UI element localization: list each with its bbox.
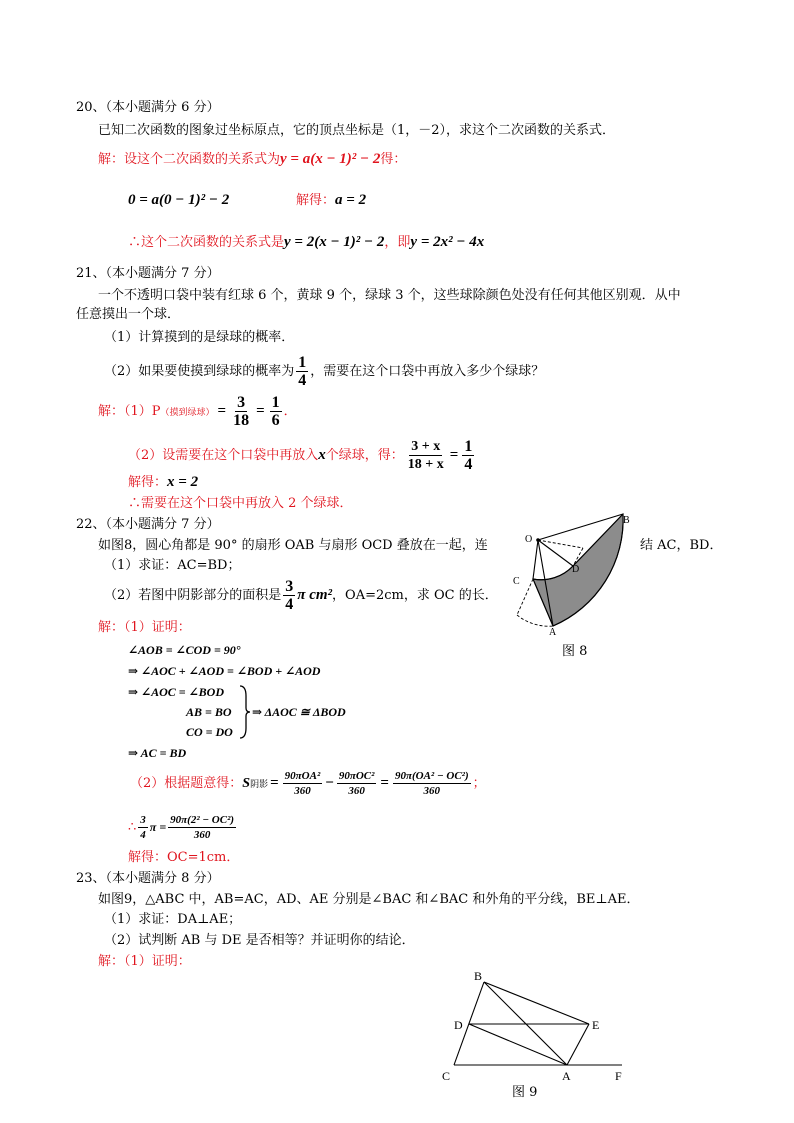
fig9-label-c: C xyxy=(442,1069,451,1083)
q21-part2 xyxy=(104,354,544,389)
q22-step4: AB = BO xyxy=(186,705,232,719)
q21-sol1-end: ． xyxy=(283,404,297,419)
figure-9 xyxy=(436,966,636,1088)
fig8-dashed-arc xyxy=(517,615,553,626)
q20-eq: 0 = a(0 − 1)² − 2 xyxy=(128,192,230,208)
fig8-line-od xyxy=(538,540,573,566)
q22-s-frac3-den: 360 xyxy=(423,785,441,797)
q21-sol1-eq2: = xyxy=(256,403,265,419)
q22-step2: ⇒ ∠AOC + ∠AOD = ∠BOD + ∠AOD xyxy=(128,664,321,678)
q20-sol-prefix: 解：设这个二次函数的关系式为 xyxy=(98,152,281,167)
q22-s-frac1-den: 360 xyxy=(294,785,311,797)
q21-solution1 xyxy=(98,394,297,429)
q22-part2-sol-prefix: （2）根据题意得： xyxy=(130,776,243,791)
fig8-line-oc xyxy=(533,540,538,579)
q22-step3: ⇒ ∠AOC = ∠BOD xyxy=(128,685,225,699)
fig9-label-d: D xyxy=(454,1018,463,1032)
fig9-label-a: A xyxy=(562,1069,571,1083)
q21-sol1-frac2-num: 1 xyxy=(271,394,280,411)
q22-s-frac1 xyxy=(283,769,323,798)
q21-part2-fraction xyxy=(296,354,308,389)
q23-part1: （1）求证：DA⊥AE； xyxy=(104,912,242,927)
q22-s-frac3 xyxy=(393,769,471,798)
q21-part2-suffix: ，需要在这个口袋中再放入多少个绿球？ xyxy=(310,364,545,379)
q21-part2-num: 1 xyxy=(298,354,307,371)
fig8-caption: 图 8 xyxy=(562,644,588,659)
q22-part2-solution xyxy=(130,766,486,802)
q22-t-mid: π = xyxy=(149,820,167,834)
q21-solve xyxy=(128,472,198,493)
q22-s-frac2-num: 90πOC² xyxy=(338,770,375,782)
q22-s-minus: − xyxy=(325,775,334,791)
q22-s-frac3-num: 90π(OA² − OC²) xyxy=(394,770,469,782)
q21-sol2-mid: 个绿球，得： xyxy=(325,448,404,463)
q21-sol1-frac1-den: 18 xyxy=(233,412,250,429)
q22-part1: （1）求证：AC=BD； xyxy=(104,558,241,573)
q21-sol1-eq: = xyxy=(217,403,227,419)
q22-brace xyxy=(238,684,252,740)
q23-problem: 如图9，△ABC 中，AB=AC，AD、AE 分别是∠BAC 和∠BAC 和外角的平分线，BE⊥AE． xyxy=(98,892,640,907)
q22-s-symbol: S xyxy=(242,776,251,791)
fig8-label-a: A xyxy=(549,627,557,638)
q21-sol2-eq: = xyxy=(449,447,459,463)
q22-step-concl: ⇒ ΔAOC ≅ ΔBOD xyxy=(252,705,346,719)
q22-t-frac2-den: 360 xyxy=(193,829,211,841)
q21-sol1-prefix: 解：（1）P xyxy=(98,404,161,419)
q21-part1: （1）计算摸到的是绿球的概率． xyxy=(104,330,295,345)
q21-sol1-frac1-num: 3 xyxy=(237,394,246,411)
q21-solve-label: 解得： xyxy=(128,475,168,490)
q21-sol2-frac2-num: 1 xyxy=(464,438,473,455)
q21-problem-line1: 一个不透明口袋中装有红球 6 个，黄球 9 个，绿球 3 个，这些球除颜色处没有任何其他区别观．从中 xyxy=(98,288,681,303)
q21-sol1-frac2 xyxy=(270,394,282,429)
q20-concl-prefix: ∴这个二次函数的关系式是 xyxy=(128,235,285,250)
q20-concl-mid: ，即 xyxy=(384,235,411,250)
fig8-label-c: C xyxy=(513,576,520,587)
fig8-dashed-od2 xyxy=(538,540,583,548)
q22-step1: ∠AOB = ∠COD = 90° xyxy=(128,643,241,657)
q22-sol-label: 解：（1）证明： xyxy=(98,620,191,635)
q21-problem-line2: 任意摸出一个球． xyxy=(76,307,181,322)
q22-part2-unit: π cm² xyxy=(297,587,333,603)
q21-sol1-sub: （摸到绿球） xyxy=(160,408,215,418)
q22-header: 22、（本小题满分 7 分） xyxy=(76,517,220,532)
q22-s-frac2 xyxy=(337,769,377,798)
q22-s-frac1-num: 90πOA² xyxy=(284,770,321,782)
q20-solve xyxy=(296,190,366,211)
q20-conclusion xyxy=(128,232,484,253)
q22-step5: CO = DO xyxy=(186,725,233,739)
q20-header: 20、（本小题满分 6 分） xyxy=(76,100,220,115)
q22-t-frac-den: 4 xyxy=(140,829,146,841)
q22-t-frac-num: 3 xyxy=(140,814,146,826)
figure-8 xyxy=(505,510,635,638)
fig8-label-d: D xyxy=(572,564,580,575)
q22-t-frac2 xyxy=(168,813,236,842)
q22-t-frac xyxy=(138,813,148,842)
q21-sol2-frac2-den: 4 xyxy=(464,456,473,473)
fig9-label-e: E xyxy=(592,1018,600,1032)
q23-part2: （2）试判断 AB 与 DE 是否相等？并证明你的结论． xyxy=(104,933,415,948)
q22-part2-prefix: （2）若图中阴影部分的面积是 xyxy=(104,588,282,603)
q22-t-frac2-num: 90π(2² − OC²) xyxy=(170,814,235,826)
q22-part2-num: 3 xyxy=(285,578,294,595)
fig8-label-b: B xyxy=(623,515,630,526)
q22-part2-fraction xyxy=(283,578,295,613)
q20-problem: 已知二次函数的图象过坐标原点，它的顶点坐标是（1，－2），求这个二次函数的关系式． xyxy=(98,123,616,138)
fig8-label-o: O xyxy=(525,534,533,545)
fig9-line-ea xyxy=(567,1024,589,1065)
q22-s-end: ； xyxy=(472,776,486,791)
q20-solution-setup xyxy=(98,149,406,170)
q22-s-sub: 阴影 xyxy=(250,780,269,790)
q20-solve-label: 解得： xyxy=(296,193,336,208)
q22-therefore-line xyxy=(128,810,238,845)
q22-part2 xyxy=(104,578,498,613)
fig9-label-f: F xyxy=(615,1069,622,1083)
q21-solution2 xyxy=(128,438,476,473)
q22-right-brace xyxy=(240,686,250,738)
q21-sol2-frac2 xyxy=(462,438,474,473)
q21-sol2-frac1 xyxy=(406,438,446,473)
q20-concl-formula1: y = 2(x − 1)² − 2 xyxy=(284,234,385,250)
q21-solve-value: x = 2 xyxy=(167,474,199,490)
q20-equation xyxy=(128,190,229,211)
fig9-line-da xyxy=(469,1024,567,1065)
q20-concl-formula2: y = 2x² − 4x xyxy=(410,234,485,250)
q21-sol1-frac2-den: 6 xyxy=(271,412,280,429)
q21-part2-den: 4 xyxy=(298,372,307,389)
q21-conclusion: ∴需要在这个口袋中再放入 2 个绿球． xyxy=(128,496,353,511)
q20-solve-value: a = 2 xyxy=(335,192,367,208)
q22-part2-suffix: ，OA=2cm，求 OC 的长． xyxy=(332,588,498,603)
q21-sol1-frac1 xyxy=(231,394,251,429)
fig9-caption: 图 9 xyxy=(512,1085,538,1100)
q22-s-frac2-den: 360 xyxy=(348,785,365,797)
q23-header: 23、（本小题满分 8 分） xyxy=(76,871,220,886)
q21-header: 21、（本小题满分 7 分） xyxy=(76,266,220,281)
q23-sol-label: 解：（1）证明： xyxy=(98,954,191,969)
q22-step6: ⇒ AC = BD xyxy=(128,746,187,760)
q21-sol2-frac1-num: 3 + x xyxy=(411,439,441,454)
q21-part2-prefix: （2）如果要使摸到绿球的概率为 xyxy=(104,364,295,379)
q22-s-eq1: = xyxy=(270,775,279,791)
fig8-point-o xyxy=(536,538,540,542)
q21-sol2-var: x xyxy=(318,447,326,463)
fig9-line-be xyxy=(484,982,589,1024)
q20-sol-formula: y = a(x − 1)² − 2 xyxy=(280,151,381,167)
q22-s-eq2: = xyxy=(380,775,389,791)
q21-sol2-frac1-den: 18 + x xyxy=(407,457,444,472)
q20-sol-suffix: 得： xyxy=(380,152,407,167)
q22-answer: 解得：OC=1cm． xyxy=(128,850,240,865)
q22-part2-den: 4 xyxy=(285,596,294,613)
fig9-label-b: B xyxy=(474,969,483,983)
q22-therefore: ∴ xyxy=(128,820,137,835)
q22-problem-line1-tail: 结 AC，BD． xyxy=(640,538,723,553)
q21-sol2-prefix: （2）设需要在这个口袋中再放入 xyxy=(128,448,319,463)
q22-problem-line1: 如图8，圆心角都是 90° 的扇形 OAB 与扇形 OCD 叠放在一起，连 xyxy=(98,538,488,553)
